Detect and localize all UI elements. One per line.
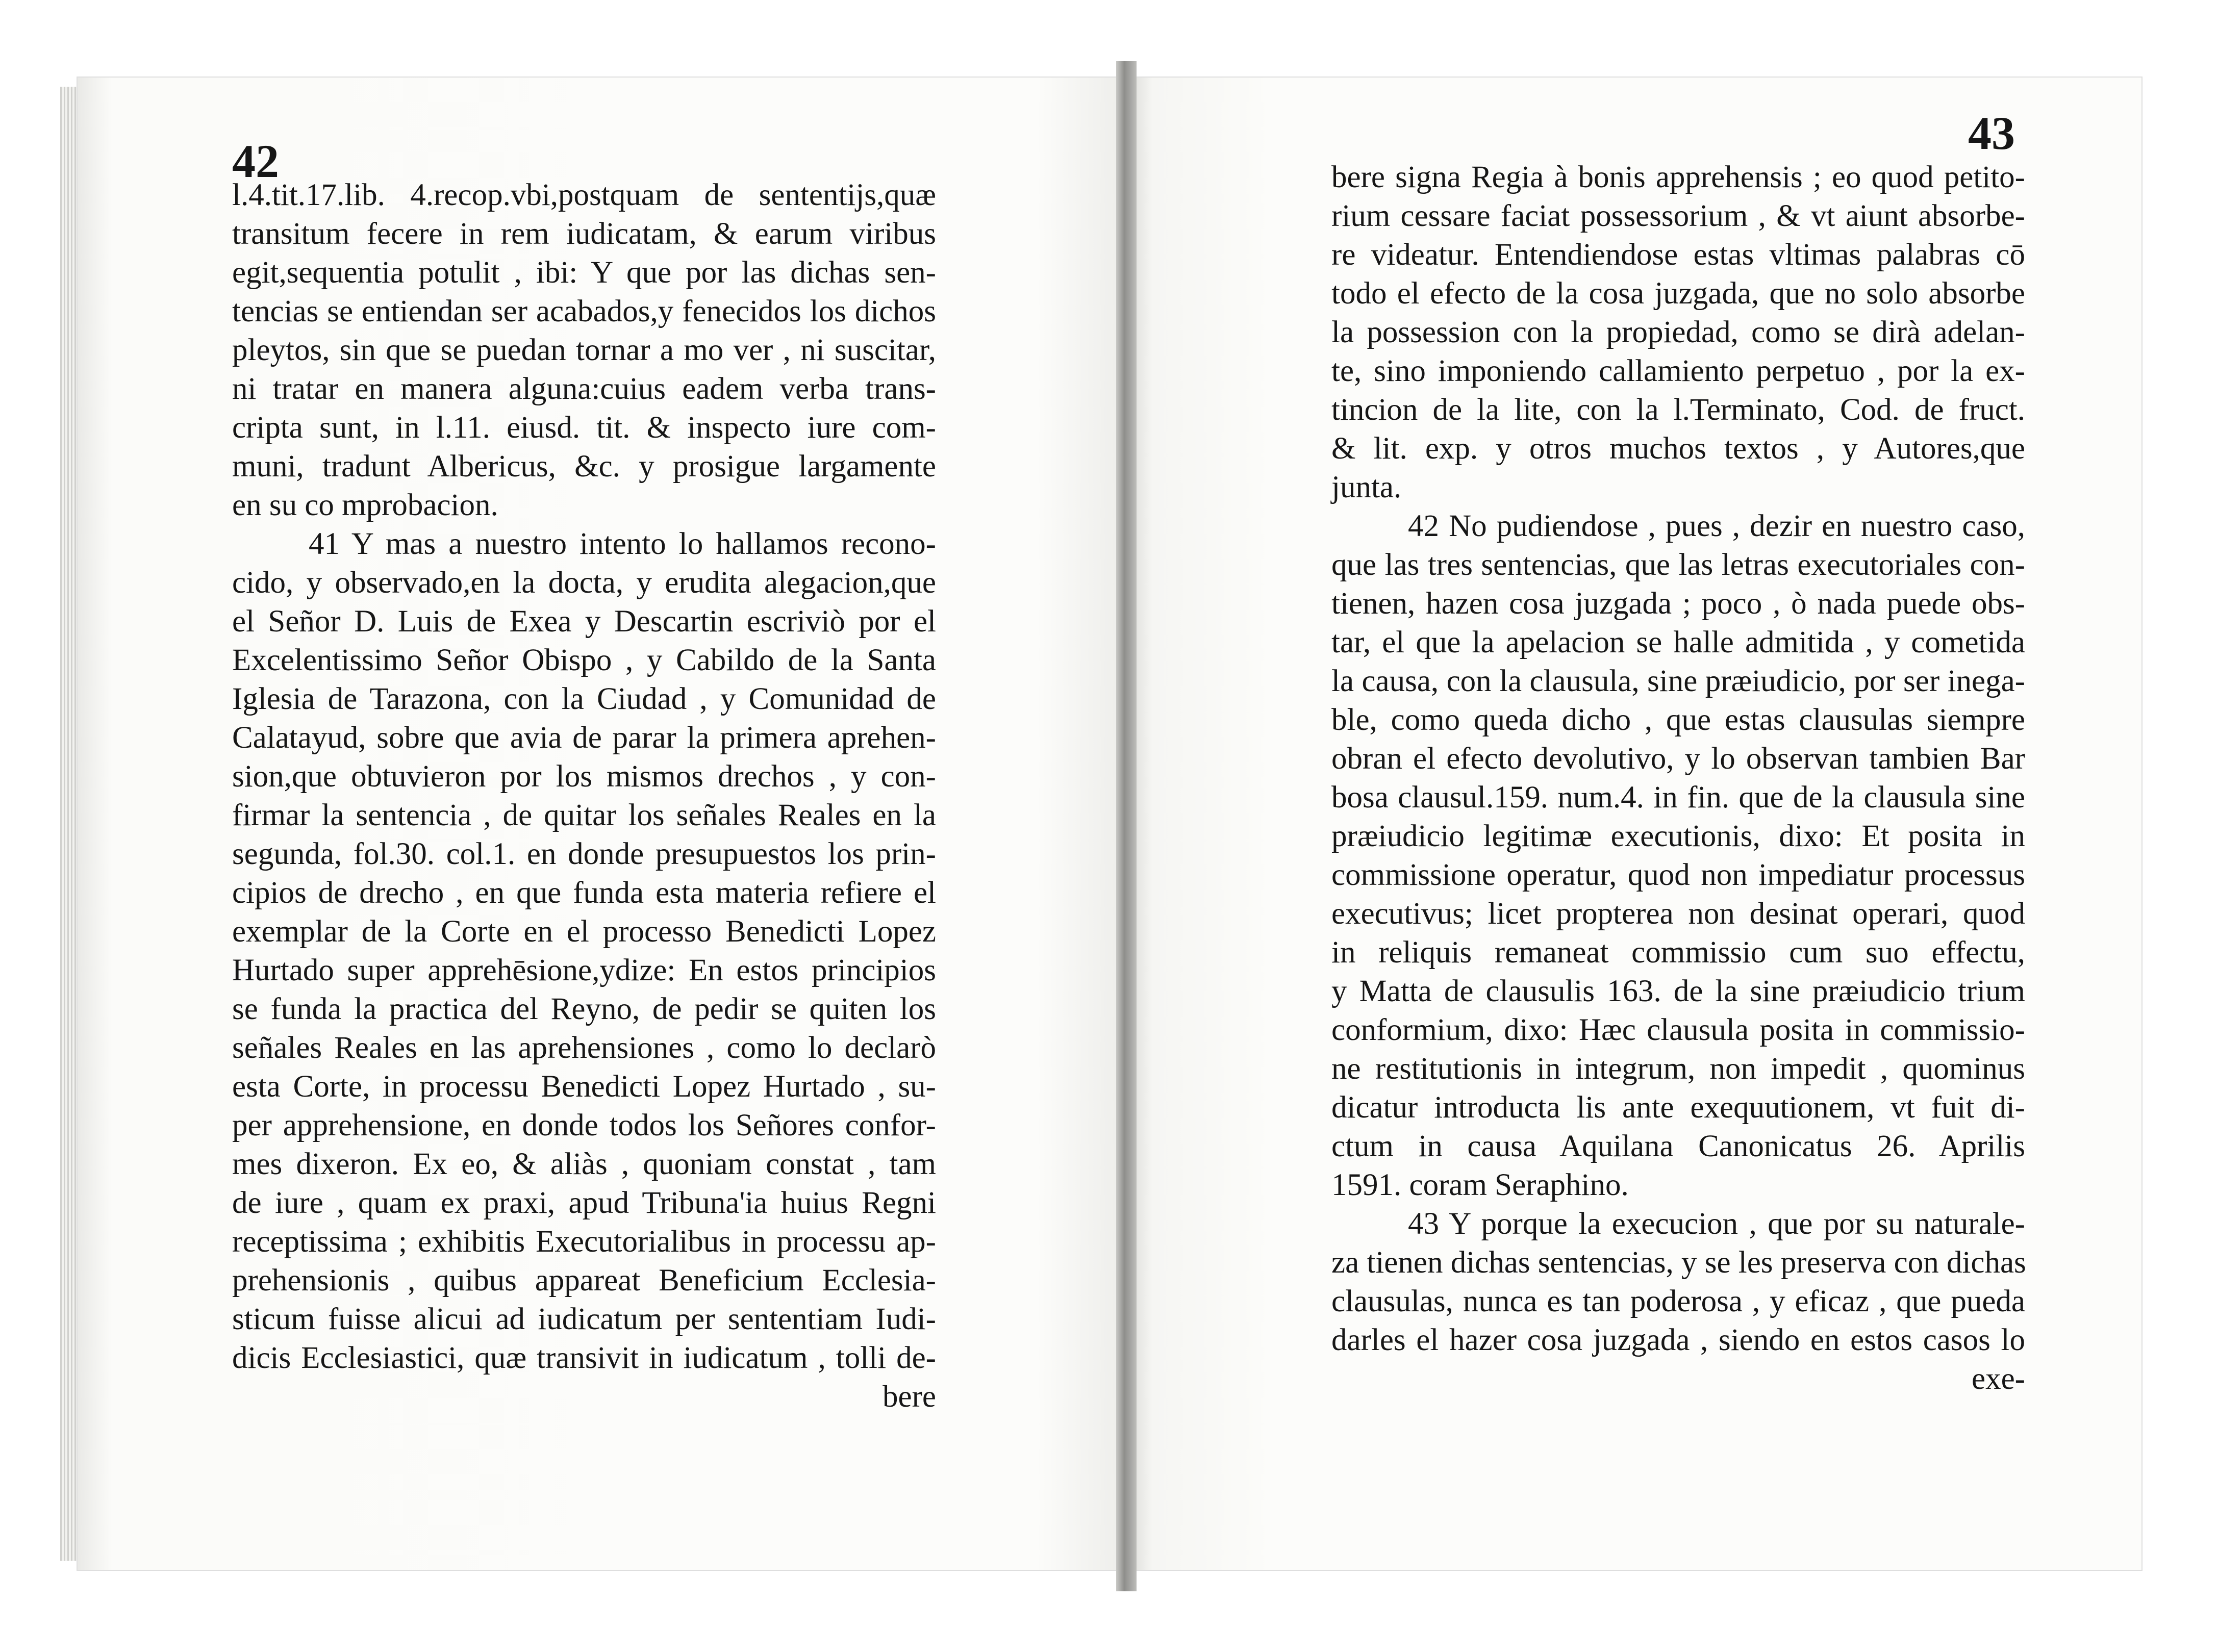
text-line: ctum in causa Aquilana Canonicatus 26. Aprilis <box>1331 1129 2025 1163</box>
text-line: egit,sequentia potulit , ibi: Y que por las dichas sen- <box>232 256 936 290</box>
text-line: præiudicio legitimæ executionis, dixo: Et posita in <box>1331 819 2025 853</box>
text-line: in reliquis remaneat commissio cum suo effectu, <box>1331 935 2025 970</box>
text-line: tencias se entiendan ser acabados,y fenecidos los dichos <box>232 294 936 328</box>
left-catchword: bere <box>883 1380 936 1414</box>
paragraph-start-41: 41 Y mas a nuestro intento lo hallamos recono- <box>309 527 936 561</box>
text-line: y Matta de clausulis 163. de la sine præiudicio trium <box>1331 974 2025 1008</box>
text-line: rium cessare faciat possessorium , & vt aiunt absorbe- <box>1331 199 2025 233</box>
text-line: executivus; licet propterea non desinat operari, quod <box>1331 897 2025 931</box>
text-line: cipios de drecho , en que funda esta materia refiere el <box>232 876 936 910</box>
text-line: za tienen dichas sentencias, y se les preserva con dichas <box>1331 1246 2026 1280</box>
text-line: Hurtado super apprehēsione,ydize: En estos principios <box>232 953 936 987</box>
text-line: la possession con la propiedad, como se dirà adelan- <box>1331 315 2025 349</box>
text-line: Excelentissimo Señor Obispo , y Cabildo de la Santa <box>232 643 936 677</box>
text-line: pleytos, sin que se puedan tornar a mo ver , ni suscitar, <box>232 333 936 367</box>
text-line: 1591. coram Seraphino. <box>1331 1168 1629 1202</box>
text-line: tar, el que la apelacion se halle admitida , y cometida <box>1331 625 2025 659</box>
text-line: cripta sunt, in l.11. eiusd. tit. & inspecto iure com- <box>232 411 936 445</box>
text-line: exemplar de la Corte en el processo Benedicti Lopez <box>232 914 936 949</box>
text-line: Iglesia de Tarazona, con la Ciudad , y Comunidad de <box>232 682 936 716</box>
text-line: sion,que obtuvieron por los mismos drechos , y con- <box>232 759 936 794</box>
text-line: prehensionis , quibus appareat Beneficium Ecclesia- <box>232 1263 936 1298</box>
text-line: la causa, con la clausula, sine præiudicio, por ser inega- <box>1331 664 2025 698</box>
text-line: cido, y observado,en la docta, y erudita alegacion,que <box>232 566 936 600</box>
left-text-column <box>232 176 936 1416</box>
text-line: todo el efecto de la cosa juzgada, que no solo absorbe <box>1331 276 2025 311</box>
text-line: dicis Ecclesiastici, quæ transivit in iudicatum , tolli de- <box>232 1341 936 1375</box>
text-line: dicatur introducta lis ante exequutionem, vt fuit di- <box>1331 1090 2025 1125</box>
text-line: muni, tradunt Albericus, &c. y prosigue largamente <box>232 449 936 484</box>
text-line: conformium, dixo: Hæc clausula posita in commissio- <box>1331 1013 2025 1047</box>
text-line: obran el efecto devolutivo, y lo observan tambien Bar <box>1331 742 2025 776</box>
text-line: & lit. exp. y otros muchos textos , y Autores,que <box>1331 431 2025 466</box>
text-line: ni tratar en manera alguna:cuius eadem verba trans- <box>232 372 936 406</box>
text-line: en su co mprobacion. <box>232 488 498 522</box>
text-line: mes dixeron. Ex eo, & aliàs , quoniam constat , tam <box>232 1147 936 1181</box>
text-line: firmar la sentencia , de quitar los señales Reales en la <box>232 798 936 832</box>
paragraph-start-42: 42 No pudiendose , pues , dezir en nuestro caso, <box>1408 509 2025 543</box>
text-line: transitum fecere in rem iudicatam, & earum viribus <box>232 217 936 251</box>
text-line: de iure , quam ex praxi, apud Tribuna'ia huius Regni <box>232 1186 936 1220</box>
text-line: que las tres sentencias, que las letras executoriales con- <box>1331 548 2025 582</box>
text-line: bosa clausul.159. num.4. in fin. que de la clausula sine <box>1331 780 2025 815</box>
text-line: esta Corte, in processu Benedicti Lopez Hurtado , su- <box>232 1070 936 1104</box>
text-line: bere signa Regia à bonis apprehensis ; eo quod petito- <box>1331 160 2025 194</box>
text-line: commissione operatur, quod non impediatur processus <box>1331 858 2025 892</box>
right-catchword: exe- <box>1972 1362 2025 1396</box>
text-line: te, sino imponiendo callamiento perpetuo , por la ex- <box>1331 354 2025 388</box>
text-line: ne restitutionis in integrum, non impedit , quominus <box>1331 1052 2025 1086</box>
text-line: Calatayud, sobre que avia de parar la primera aprehen- <box>232 721 936 755</box>
text-line: receptissima ; exhibitis Executorialibus in processu ap- <box>232 1225 936 1259</box>
text-line: sticum fuisse alicui ad iudicatum per sententiam Iudi- <box>232 1302 936 1336</box>
right-page-number: 43 <box>1968 107 2015 159</box>
book-gutter <box>1116 61 1137 1591</box>
text-line: ble, como queda dicho , que estas clausulas siempre <box>1331 703 2025 737</box>
text-line: per apprehensione, en donde todos los Señores confor- <box>232 1108 936 1142</box>
text-line: darles el hazer cosa juzgada , siendo en estos casos lo <box>1331 1323 2025 1357</box>
paragraph-start-43: 43 Y porque la execucion , que por su naturale- <box>1408 1207 2025 1241</box>
text-line: tienen, hazen cosa juzgada ; poco , ò nada puede obs- <box>1331 587 2025 621</box>
text-line: tincion de la lite, con la l.Terminato, Cod. de fruct. <box>1331 393 2025 427</box>
left-page-number: 42 <box>232 135 279 187</box>
text-line: junta. <box>1331 470 1402 504</box>
text-line: clausulas, nunca es tan poderosa , y eficaz , que pueda <box>1331 1284 2025 1318</box>
right-text-column <box>1331 158 2025 1399</box>
text-line: l.4.tit.17.lib. 4.recop.vbi,postquam de sententijs,quæ <box>232 178 936 212</box>
text-line: se funda la practica del Reyno, de pedir se quiten los <box>232 992 936 1026</box>
text-line: el Señor D. Luis de Exea y Descartin escriviò por el <box>232 604 936 639</box>
text-line: segunda, fol.30. col.1. en donde presupuestos los prin- <box>232 837 936 871</box>
text-line: re videatur. Entendiendose estas vltimas palabras cō <box>1331 238 2025 272</box>
text-line: señales Reales en las aprehensiones , como lo declarò <box>232 1031 936 1065</box>
